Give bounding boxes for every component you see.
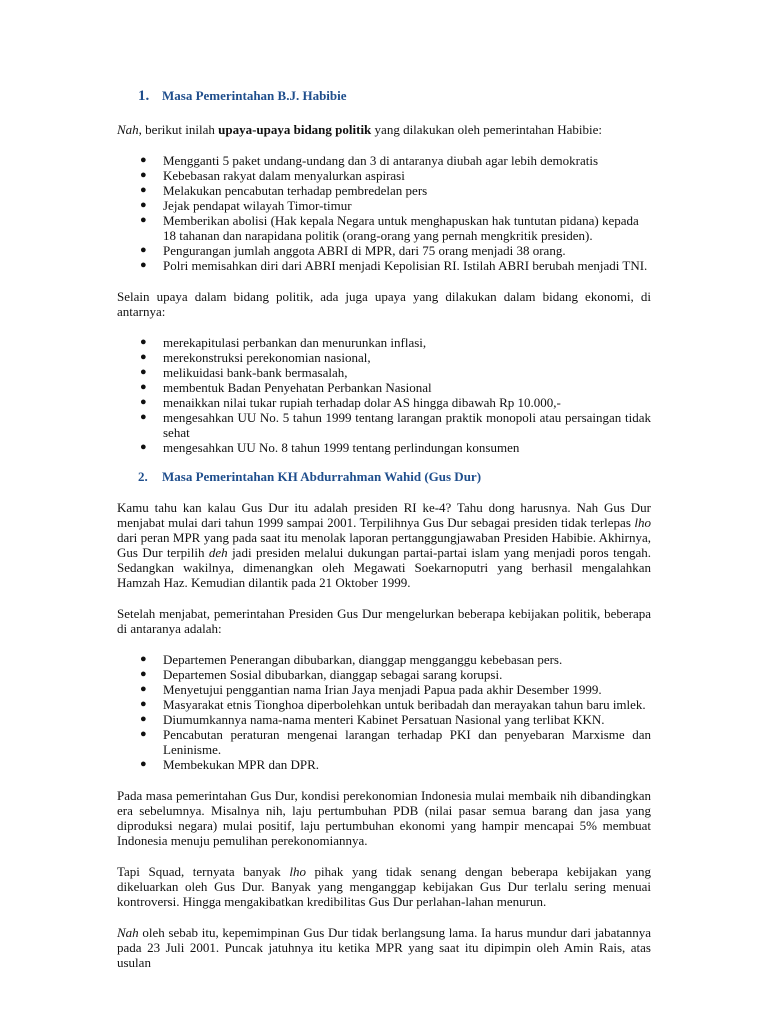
section-2-number: 2.	[138, 469, 148, 484]
bullet-icon: ●	[140, 668, 147, 680]
document-content	[117, 88, 651, 970]
list-item	[117, 258, 651, 273]
list-item	[117, 243, 651, 258]
lho-italic: lho	[289, 864, 306, 879]
list-item	[117, 667, 651, 682]
section-2-title: Masa Pemerintahan KH Abdurrahman Wahid (Gus Dur)	[162, 469, 482, 484]
squad-paragraph	[117, 864, 651, 909]
list-item	[117, 712, 651, 727]
list-item-text: Masyarakat etnis Tionghoa diperbolehkan untuk beribadah dan merayakan tahun baru imlek.	[163, 697, 646, 712]
bullet-icon: ●	[140, 381, 147, 393]
bullet-icon: ●	[140, 698, 147, 710]
list-item-text: Membekukan MPR dan DPR.	[163, 757, 319, 772]
list-item	[117, 213, 651, 243]
list-item	[117, 183, 651, 198]
gus-dur-policy-list	[117, 652, 651, 772]
list-item	[117, 697, 651, 712]
political-efforts-list	[117, 153, 651, 273]
list-item-text: Melakukan pencabutan terhadap pembredelan pers	[163, 183, 428, 198]
section-1-number: 1.	[138, 88, 150, 104]
list-item-text: Jejak pendapat wilayah Timor-timur	[163, 198, 352, 213]
bullet-icon: ●	[140, 396, 147, 408]
bullet-icon: ●	[140, 411, 147, 423]
bullet-icon: ●	[140, 441, 147, 453]
section-2-heading	[117, 469, 651, 484]
list-item	[117, 380, 651, 395]
deh-italic: deh	[208, 545, 228, 560]
list-item-text: Departemen Sosial dibubarkan, dianggap sebagai sarang korupsi.	[163, 667, 503, 682]
list-item	[117, 168, 651, 183]
economy-paragraph: Pada masa pemerintahan Gus Dur, kondisi perekonomian Indonesia mulai membaik nih dibandingkan era sebelumnya. Misalnya nih, laju pertumbuhan PDB (nilai pasar semua barang dan jasa yang diproduksi negara) mulai positif, laju pertumbuhan ekonomi yang hampir mencapai 5% membuat Indonesia menuju pemulihan perekonomiannya.	[117, 788, 651, 848]
bullet-icon: ●	[140, 336, 147, 348]
nah-italic: Nah	[117, 925, 139, 940]
list-item	[117, 652, 651, 667]
paragraph-text: pihak yang tidak senang dengan beberapa kebijakan yang dikeluarkan oleh Gus Dur. Banyak yang menganggap kebijakan Gus Dur terlalu sering menuai kontroversi. Hingga mengakibatkan kredibilitas Gus Dur perlahan-lahan menurun.	[117, 864, 651, 909]
list-item	[117, 335, 651, 350]
bullet-icon: ●	[140, 214, 147, 226]
list-item-text: merekapitulasi perbankan dan menurunkan inflasi,	[163, 335, 427, 350]
list-item	[117, 395, 651, 410]
list-item-text: membentuk Badan Penyehatan Perbankan Nasional	[163, 380, 432, 395]
list-item	[117, 410, 651, 440]
list-item-text: Kebebasan rakyat dalam menyalurkan aspirasi	[163, 168, 405, 183]
list-item-text: menaikkan nilai tukar rupiah terhadap dolar AS hingga dibawah Rp 10.000,-	[163, 395, 561, 410]
bullet-icon: ●	[140, 653, 147, 665]
lho-italic: lho	[634, 515, 651, 530]
list-item-text: Mengganti 5 paket undang-undang dan 3 di antaranya diubah agar lebih demokratis	[163, 153, 599, 168]
paragraph-text: oleh sebab itu, kepemimpinan Gus Dur tidak berlangsung lama. Ia harus mundur dari jabatannya pada 23 Juli 2001. Puncak jatuhnya itu ketika MPR yang saat itu dipimpin oleh Amin Rais, atas usulan	[117, 925, 651, 970]
list-item	[117, 153, 651, 168]
economic-intro-paragraph: Selain upaya dalam bidang politik, ada juga upaya yang dilakukan dalam bidang ekonomi, di antarnya:	[117, 289, 651, 319]
paragraph-text: dari peran MPR yang pada saat itu menolak laporan pertanggungjawaban Presiden Habibie. Akhirnya, Gus Dur terpilih	[117, 530, 651, 560]
list-item-text: mengesahkan UU No. 8 tahun 1999 tentang perlindungan konsumen	[163, 440, 520, 455]
economic-efforts-list	[117, 335, 651, 455]
paragraph-text: Tapi Squad, ternyata banyak	[117, 864, 290, 879]
list-item	[117, 757, 651, 772]
list-item-text: melikuidasi bank-bank bermasalah,	[163, 365, 348, 380]
bullet-icon: ●	[140, 259, 147, 271]
bullet-icon: ●	[140, 366, 147, 378]
bullet-icon: ●	[140, 728, 147, 740]
paragraph-text: Kamu tahu kan kalau Gus Dur itu adalah presiden RI ke-4? Tahu dong harusnya. Nah Gus Dur menjabat mulai dari tahun 1999 sampai 2001. Terpilihnya Gus Dur sebagai presiden tidak terlepas	[117, 500, 651, 530]
list-item-text: merekonstruksi perekonomian nasional,	[163, 350, 371, 365]
paragraph-text: jadi presiden melalui dukungan partai-partai islam yang menjadi poros tengah. Sedangkan wakilnya, dimenangkan oleh Megawati Soekarnoputri yang berhasil mengalahkan Hamzah Haz. Kemudian dilantik pada 21 Oktober 1999.	[117, 545, 651, 590]
list-item-text: Polri memisahkan diri dari ABRI menjadi Kepolisian RI. Istilah ABRI berubah menjadi TNI.	[163, 258, 648, 273]
bullet-icon: ●	[140, 683, 147, 695]
section-1-heading	[117, 88, 651, 104]
list-item-text: Diumumkannya nama-nama menteri Kabinet Persatuan Nasional yang terlibat KKN.	[163, 712, 605, 727]
list-item	[117, 440, 651, 455]
policy-intro-paragraph: Setelah menjabat, pemerintahan Presiden Gus Dur mengelurkan beberapa kebijakan politik, beberapa di antaranya adalah:	[117, 606, 651, 636]
bullet-icon: ●	[140, 351, 147, 363]
intro-text-2: yang dilakukan oleh pemerintahan Habibie:	[371, 122, 602, 137]
bullet-icon: ●	[140, 713, 147, 725]
list-item-text: Memberikan abolisi (Hak kepala Negara untuk menghapuskan hak tuntutan pidana) kepada 18 tahanan dan narapidana politik (orang-orang yang pernah mengkritik presiden).	[163, 213, 639, 243]
list-item	[117, 198, 651, 213]
list-item-text: Pencabutan peraturan mengenai larangan terhadap PKI dan penyebaran Marxisme dan Leninisme.	[163, 727, 651, 757]
bullet-icon: ●	[140, 758, 147, 770]
list-item	[117, 682, 651, 697]
bullet-icon: ●	[140, 244, 147, 256]
list-item-text: Departemen Penerangan dibubarkan, dianggap mengganggu kebebasan pers.	[163, 652, 563, 667]
section-1-title: Masa Pemerintahan B.J. Habibie	[162, 88, 347, 103]
habibie-intro-paragraph	[117, 122, 651, 137]
bullet-icon: ●	[140, 184, 147, 196]
list-item	[117, 365, 651, 380]
list-item	[117, 727, 651, 757]
intro-text-1: , berikut inilah	[138, 122, 219, 137]
bullet-icon: ●	[140, 169, 147, 181]
resignation-paragraph	[117, 925, 651, 970]
list-item	[117, 350, 651, 365]
nah-italic: Nah	[117, 122, 139, 137]
gus-dur-intro-paragraph	[117, 500, 651, 590]
bold-phrase: upaya-upaya bidang politik	[218, 122, 372, 137]
bullet-icon: ●	[140, 199, 147, 211]
list-item-text: Pengurangan jumlah anggota ABRI di MPR, dari 75 orang menjadi 38 orang.	[163, 243, 566, 258]
list-item-text: Menyetujui penggantian nama Irian Jaya menjadi Papua pada akhir Desember 1999.	[163, 682, 602, 697]
list-item-text: mengesahkan UU No. 5 tahun 1999 tentang larangan praktik monopoli atau persaingan tidak sehat	[163, 410, 651, 440]
bullet-icon: ●	[140, 154, 147, 166]
